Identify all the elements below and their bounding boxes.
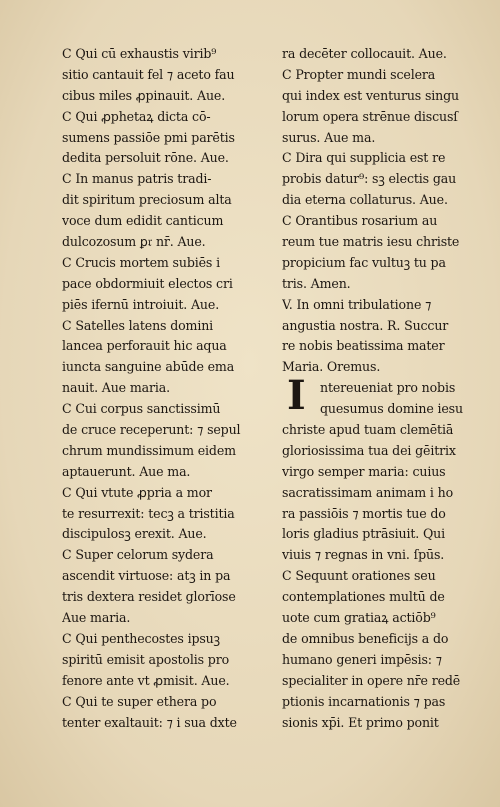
text-line: humano generi impēsis: ⁊	[282, 651, 442, 667]
text-line: de omnibus beneficijs a do	[282, 630, 449, 646]
text-line: loris gladius ptrāsiuit. Qui	[282, 526, 445, 542]
text-line: tris dextera residet glorīose	[62, 589, 236, 605]
text-line: de cruce receperunt: ⁊ sepul	[62, 422, 241, 438]
text-line: pace obdormiuit electos cri	[62, 275, 233, 291]
text-line: piēs ifernū introiuit. Aue.	[62, 296, 220, 312]
text-line: sacratissimam animam i ho	[282, 484, 454, 500]
decorated-initial: I	[287, 372, 306, 419]
text-line: C Qui cū exhaustis virib⁹	[62, 46, 217, 61]
text-line: propicium fac vultuꝫ tu pa	[282, 254, 446, 270]
text-line: chrum mundissimum eidem	[62, 442, 236, 458]
left-text-column	[62, 44, 277, 733]
right-text-column	[282, 44, 492, 733]
text-line: quesumus domine iesu	[320, 401, 463, 417]
text-line: dia eterna collaturus. Aue.	[282, 192, 448, 208]
text-line: discipulosꝫ erexit. Aue.	[62, 526, 207, 542]
text-line: dit spiritum preciosum alta	[62, 192, 232, 208]
text-line: cibus miles ꝓpinauit. Aue.	[62, 87, 226, 103]
text-line: ptionis incarnationis ⁊ pas	[282, 693, 446, 709]
text-line: ntereueniat pro nobis	[320, 380, 456, 396]
text-line: virgo semper maria: cuius	[282, 463, 446, 479]
text-line: C Super celorum sydera	[62, 547, 214, 563]
text-line: C Qui penthecostes ipsuꝫ	[62, 630, 220, 646]
text-line: angustia nostra. R. Succur	[282, 317, 449, 333]
text-line: nauit. Aue maria.	[62, 380, 170, 396]
text-line: voce dum edidit canticum	[62, 213, 224, 229]
text-line: iuncta sanguine abūde ema	[62, 359, 235, 375]
text-line: C Cui corpus sanctissimū	[62, 401, 221, 417]
text-line: C In manus patris tradi-	[62, 171, 212, 187]
text-line: C Orantibus rosarium au	[282, 213, 438, 229]
text-line: probis datur⁹: sꝫ electis gau	[282, 171, 457, 187]
text-line: sumens passiōe pmi parētis	[62, 129, 235, 145]
text-line: C Qui te super ethera po	[62, 693, 217, 709]
text-line: contemplationes multū de	[282, 589, 445, 605]
text-line: sitio cantauit fel ⁊ aceto fau	[62, 66, 235, 82]
text-line: dedita persoluit rōne. Aue.	[62, 150, 229, 166]
text-line: C Satelles latens domini	[62, 317, 214, 333]
text-line: C Crucis mortem subiēs i	[62, 254, 220, 270]
text-line: tris. Amen.	[282, 275, 351, 291]
text-line: Aue maria.	[62, 610, 131, 626]
text-line: C Propter mundi scelera	[282, 66, 436, 82]
text-line: C Sequunt orationes seu	[282, 568, 436, 584]
text-line: lancea perforauit hic aqua	[62, 338, 227, 354]
text-line: ascendit virtuose: atꝫ in pa	[62, 568, 231, 584]
text-line: tenter exaltauit: ⁊ i sua dxte	[62, 714, 237, 730]
text-line: specialiter in opere nr̄e redē	[282, 672, 461, 688]
text-line: aptauerunt. Aue ma.	[62, 463, 191, 479]
text-line: dulcozosum ꝑ𝔯 nr̄. Aue.	[62, 234, 206, 250]
text-line: surus. Aue ma.	[282, 129, 376, 145]
text-line: reum tue matris iesu christe	[282, 234, 460, 250]
text-line: C Qui ꝓphetaꝝ dicta cō-	[62, 108, 211, 124]
text-line: C Qui vtute ꝓpria a mor	[62, 484, 212, 500]
text-line: fenore ante vt ꝓmisit. Aue.	[62, 672, 230, 688]
text-line: te resurrexit: tecꝫ a tristitia	[62, 505, 235, 521]
text-line: spiritū emisit apostolis pro	[62, 651, 229, 667]
text-line: ra decēter collocauit. Aue.	[282, 46, 447, 61]
text-line: qui index est venturus singu	[282, 87, 459, 103]
text-line: re nobis beatissima mater	[282, 338, 445, 354]
text-line: ra passiōis ⁊ mortis tue do	[282, 505, 446, 521]
text-line: christe apud tuam clemētiā	[282, 422, 454, 438]
text-line: V. In omni tribulatione ⁊	[282, 296, 432, 312]
text-line: viuis ⁊ regnas in vni. ſpūs.	[282, 547, 445, 563]
text-line: Maria. Oremus.	[282, 359, 381, 375]
text-line: gloriosissima tua dei gēitrix	[282, 442, 456, 458]
text-line: sionis xp̄i. Et primo ponit	[282, 714, 439, 730]
text-line: C Dira qui supplicia est re	[282, 150, 446, 166]
text-line: uote cum gratiaꝝ actiōb⁹	[282, 610, 436, 626]
text-line: lorum opera strēnue discusſ	[282, 108, 458, 124]
